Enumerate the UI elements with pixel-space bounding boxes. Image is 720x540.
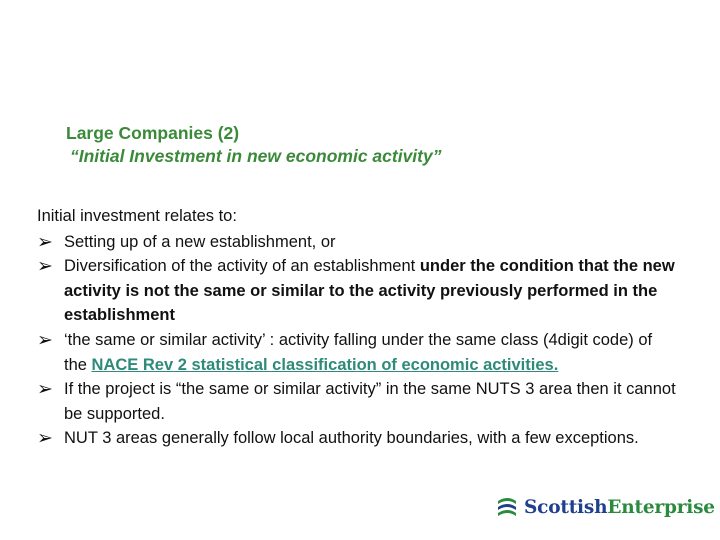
slide-title (66, 122, 686, 168)
title-line-1: Large Companies (2) (66, 123, 240, 143)
intro-text: Initial investment relates to: (37, 207, 237, 225)
bullet-text: ‘the same or similar activity’ : activity falling under the same class (4digit code) of the (64, 330, 653, 374)
arrow-bullet-icon: ➢ (37, 427, 53, 450)
title-line-2: “Initial Investment in new economic activity” (70, 146, 442, 166)
bullet-text: If the project is “the same or similar activity” in the same NUTS 3 area then it cannot be supported. (64, 380, 676, 423)
nace-classification-link[interactable]: NACE Rev 2 statistical classification of economic activities. (91, 355, 559, 374)
logo-word-enterprise: Enterprise (607, 496, 715, 518)
bullet-item (37, 377, 677, 426)
bullet-text: NUT 3 areas generally follow local authority boundaries, with a few exceptions. (64, 429, 639, 448)
slide-body (37, 204, 677, 451)
bullet-item (37, 254, 677, 328)
bullet-list (37, 230, 677, 451)
bullet-item (37, 426, 677, 451)
bullet-bold-text: under the condition that the new activity is not the same or similar to the activity previously performed in the establishment (64, 257, 675, 325)
arrow-bullet-icon: ➢ (37, 378, 53, 401)
scottish-enterprise-logo (494, 490, 715, 524)
bullet-item (37, 328, 677, 377)
scottish-enterprise-logo-icon (494, 494, 520, 520)
arrow-bullet-icon: ➢ (37, 328, 53, 351)
bullet-text: Diversification of the activity of an establishment (64, 257, 420, 276)
bullet-text: Setting up of a new establishment, or (64, 232, 336, 251)
bullet-item (37, 230, 677, 255)
arrow-bullet-icon: ➢ (37, 255, 53, 278)
arrow-bullet-icon: ➢ (37, 230, 53, 253)
logo-wordmark (524, 497, 715, 518)
logo-word-scottish: Scottish (524, 496, 608, 518)
